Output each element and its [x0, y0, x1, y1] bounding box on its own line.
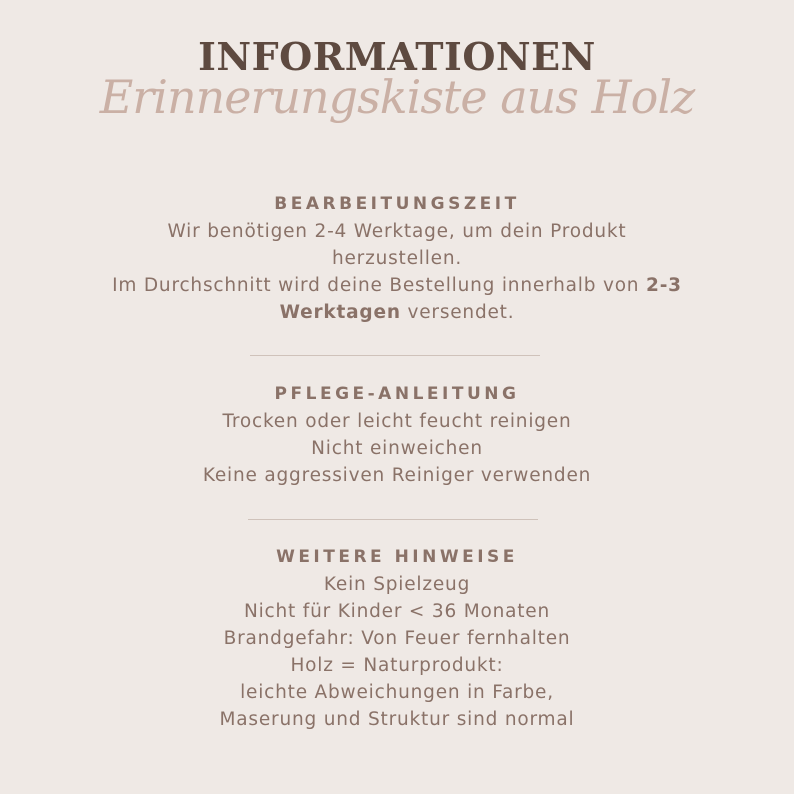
- section-line: leichte Abweichungen in Farbe,: [240, 682, 554, 703]
- section-line: herzustellen.: [331, 248, 463, 269]
- line-bold-text: Werktagen: [279, 302, 401, 323]
- line-bold-text: 2-3: [646, 275, 682, 296]
- line-text: Im Durchschnitt wird deine Bestellung innerhalb von: [112, 275, 647, 296]
- section-heading: WEITERE HINWEISE: [276, 547, 518, 567]
- section-line: Wir benötigen 2-4 Werktage, um dein Produkt: [167, 221, 627, 242]
- section-processing-time: [0, 191, 794, 326]
- section-line: Maserung und Struktur sind normal: [219, 709, 575, 730]
- page-title: INFORMATIONEN: [198, 34, 596, 79]
- divider: [250, 355, 540, 356]
- section-line: Holz = Naturprodukt:: [290, 655, 504, 676]
- section-heading: PFLEGE-ANLEITUNG: [274, 384, 520, 404]
- section-line: Keine aggressiven Reiniger verwenden: [202, 465, 592, 486]
- line-text: versendet.: [400, 302, 515, 323]
- section-care-instructions: [0, 381, 794, 489]
- section-line: Nicht für Kinder < 36 Monaten: [243, 601, 551, 622]
- section-line: [0, 299, 794, 326]
- section-line: [0, 272, 794, 299]
- section-further-notes: [0, 544, 794, 733]
- section-line: Trocken oder leicht feucht reinigen: [222, 411, 572, 432]
- page-subtitle-script: Erinnerungskiste aus Holz: [99, 70, 695, 124]
- section-line: Nicht einweichen: [311, 438, 483, 459]
- divider: [248, 519, 538, 520]
- section-heading: BEARBEITUNGSZEIT: [274, 194, 520, 214]
- section-line: Kein Spielzeug: [323, 574, 471, 595]
- section-line: Brandgefahr: Von Feuer fernhalten: [223, 628, 571, 649]
